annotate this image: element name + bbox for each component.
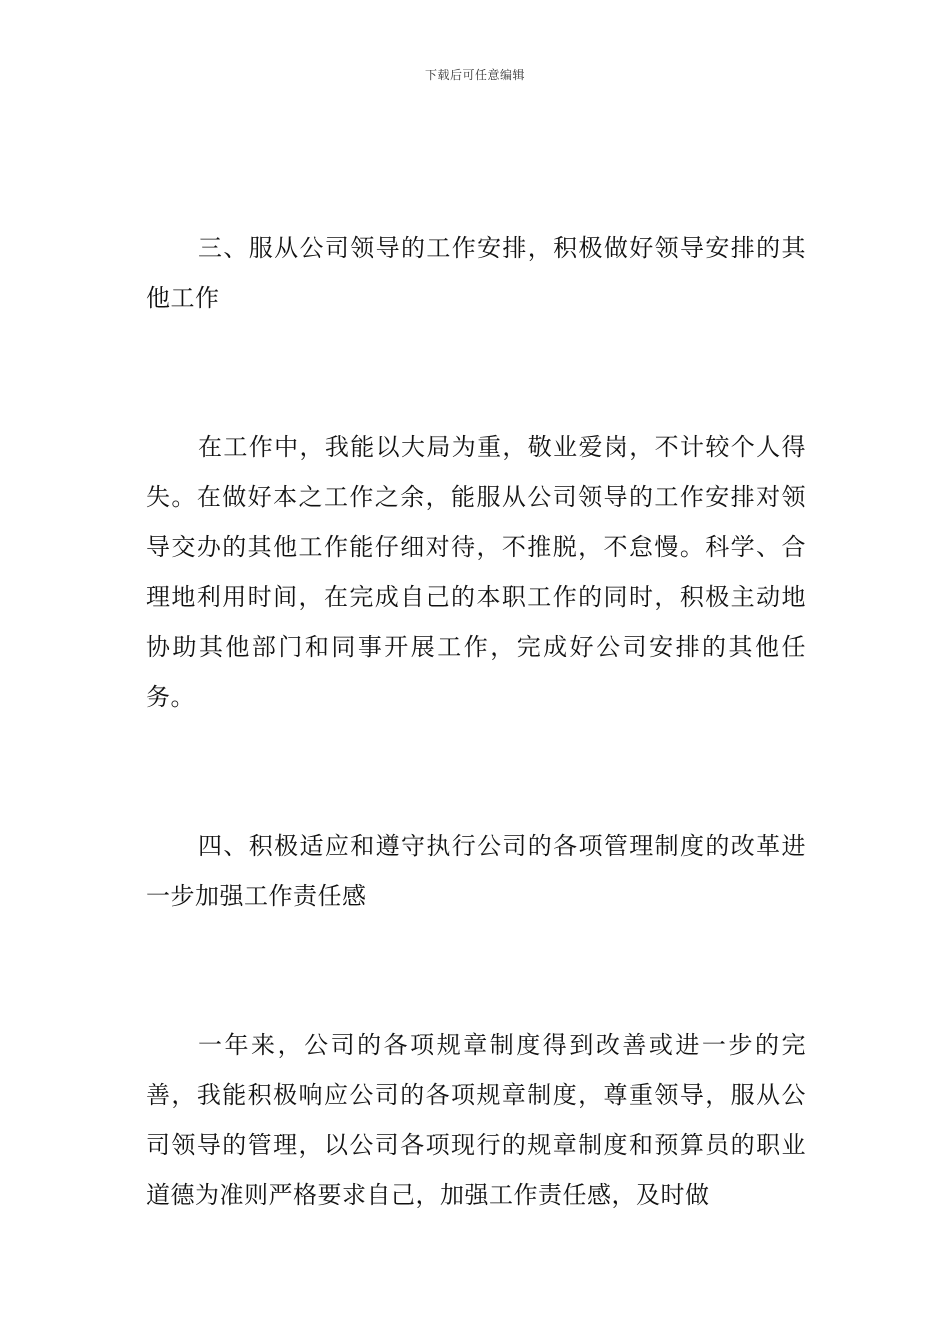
- document-body: [146, 223, 806, 1220]
- section-heading-3: 三、服从公司领导的工作安排，积极做好领导安排的其他工作: [146, 234, 806, 312]
- body-paragraph-1: 在工作中，我能以大局为重，敬业爱岗，不计较个人得失。在做好本之工作之余，能服从公司领导的工作安排对领导交办的其他工作能仔细对待，不推脱，不怠慢。科学、合理地利用时间，在完成自己的本职工作的同时，积极主动地协助其他部门和同事开展工作，完成好公司安排的其他任务。: [146, 433, 806, 711]
- section-heading-4: 四、积极适应和遵守执行公司的各项管理制度的改革进一步加强工作责任感: [146, 832, 806, 910]
- body-paragraph-2: 一年来，公司的各项规章制度得到改善或进一步的完善，我能积极响应公司的各项规章制度，尊重领导，服从公司领导的管理，以公司各项现行的规章制度和预算员的职业道德为准则严格要求自己，加强工作责任感，及时做: [146, 1031, 806, 1209]
- header-note: 下载后可任意编辑: [424, 68, 525, 82]
